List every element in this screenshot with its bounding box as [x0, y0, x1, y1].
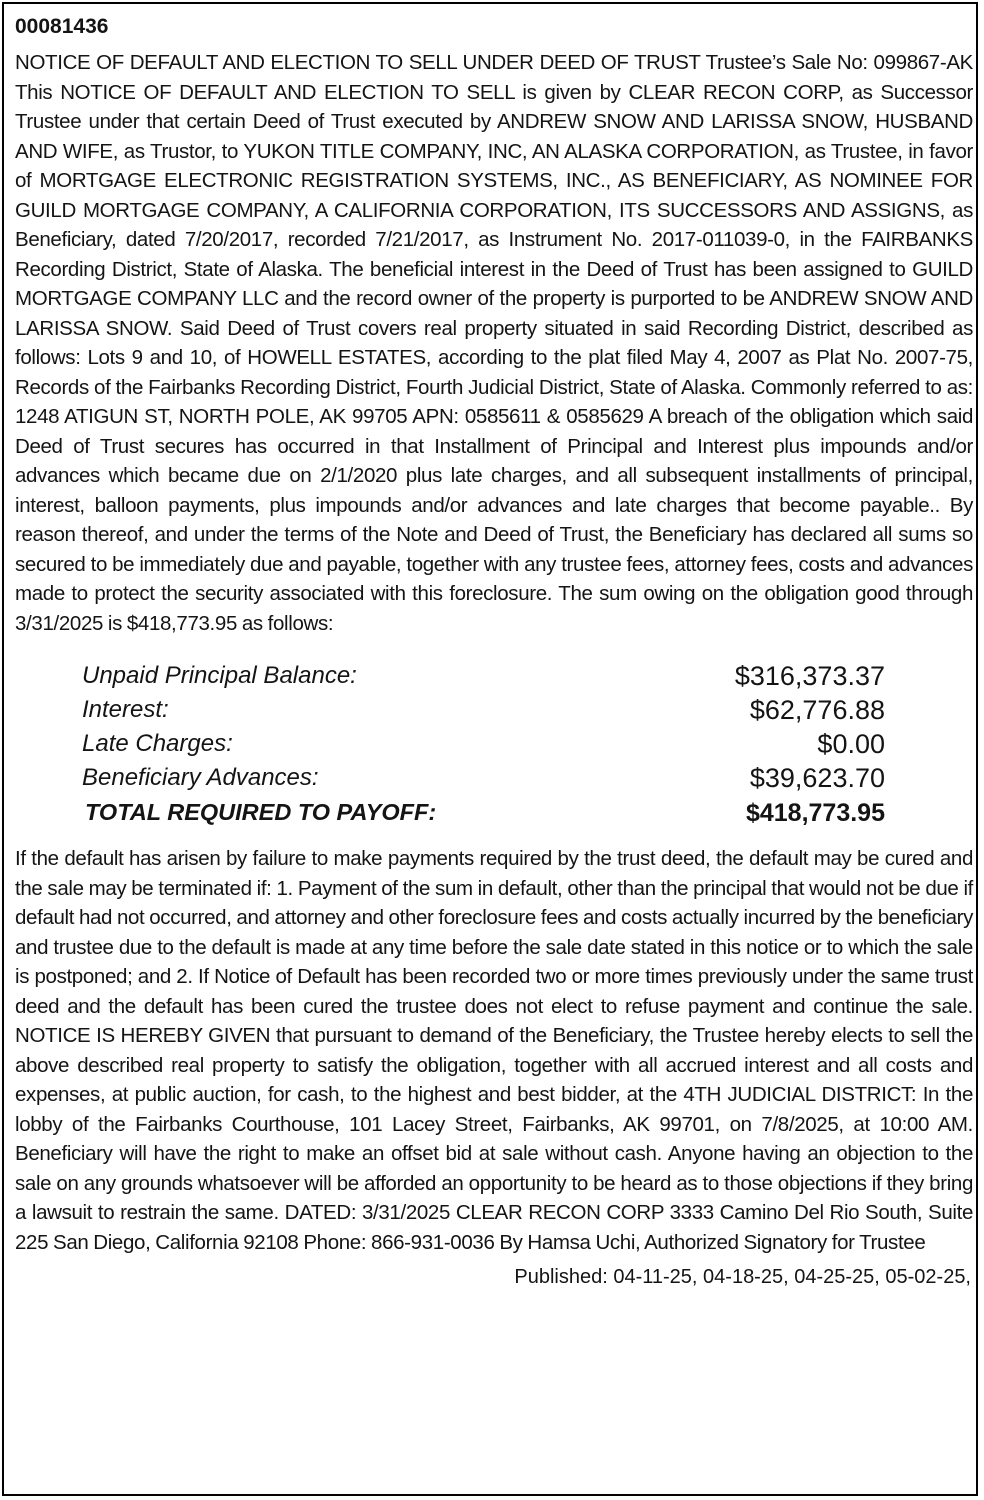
amount-label: Unpaid Principal Balance:: [82, 662, 357, 689]
amount-value: $39,623.70: [749, 763, 885, 793]
amount-value: $0.00: [817, 729, 885, 759]
notice-content: [15, 12, 973, 1291]
total-value: $418,773.95: [745, 799, 885, 827]
notice-border: [2, 2, 978, 1496]
notice-paragraph-1: NOTICE OF DEFAULT AND ELECTION TO SELL UNDER DEED OF TRUST Trustee’s Sale No: 099867-AK This NOTICE OF DEFAULT AND ELECTION TO SELL is given by CLEAR RECON CORP, as Successor Trustee under that certain Deed of Trust executed by ANDREW SNOW AND LARISSA SNOW, HUSBAND AND WIFE, as Trustor, to YUKON TITLE COMPANY, INC, AN ALASKA CORPORATION, as Trustee, in favor of MORTGAGE ELECTRONIC REGISTRATION SYSTEMS, INC., AS BENEFICIARY, AS NOMINEE FOR GUILD MORTGAGE COMPANY, A CALIFORNIA CORPORATION, ITS SUCCESSORS AND ASSIGNS, as Beneficiary, dated 7/20/2017, recorded 7/21/2017, as Instrument No. 2017-011039-0, in the FAIRBANKS Recording District, State of Alaska. The beneficial interest in the Deed of Trust has been assigned to GUILD MORTGAGE COMPANY LLC and the record owner of the property is purported to be ANDREW SNOW AND LARISSA SNOW. Said Deed of Trust covers real property situated in said Recording District, described as follows: Lots 9 and 10, of HOWELL ESTATES, according to the plat filed May 4, 2007 as Plat No. 2007-75, Records of the Fairbanks Recording District, Fourth Judicial District, State of Alaska. Commonly referred to as: 1248 ATIGUN ST, NORTH POLE, AK 99705 APN: 0585611 & 0585629 A breach of the obligation which said Deed of Trust secures has occurred in that Installment of Principal and Interest plus impounds and/or advances which became due on 2/1/2020 plus late charges, and all subsequent installments of principal, interest, balloon payments, plus impounds and/or advances and late charges that become payable.. By reason thereof, and under the terms of the Note and Deed of Trust, the Beneficiary has declared all sums so secured to be immediately due and payable, together with any trustee fees, attorney fees, costs and advances made to protect the security associated with this foreclosure. The sum owing on the obligation good through 3/31/2025 is $418,773.95 as follows:: [15, 51, 973, 635]
notice-paragraph-2: If the default has arisen by failure to make payments required by the trust deed, the default may be cured and the sale may be terminated if: 1. Payment of the sum in default, other than the principal that would not be due if default had not occurred, and attorney and other foreclosure fees and costs actually incurred by the beneficiary and trustee due to the default is made at any time before the sale date stated in this notice or to which the sale is postponed; and 2. If Notice of Default has been recorded two or more times previously under the same trust deed and the default has been cured the trustee does not elect to refuse payment and continue the sale. NOTICE IS HEREBY GIVEN that pursuant to demand of the Beneficiary, the Trustee hereby elects to sell the above described real property to satisfy the obligation, together with all accrued interest and all costs and expenses, at public auction, for cash, to the highest and best bidder, at the 4TH JUDICIAL DISTRICT: In the lobby of the Fairbanks Courthouse, 101 Lacey Street, Fairbanks, AK 99701, on 7/8/2025, at 10:00 AM. Beneficiary will have the right to make an offset bid at sale without cash. Anyone having an objection to the sale on any grounds whatsoever will be afforded an opportunity to be heard as to those objections if they bring a lawsuit to restrain the same. DATED: 3/31/2025 CLEAR RECON CORP 3333 Camino Del Rio South, Suite 225 San Diego, California 92108 Phone: 866-931-0036 By Hamsa Uchi, Authorized Signatory for Trustee: [15, 847, 973, 1254]
published-dates: Published: 04-11-25, 04-18-25, 04-25-25, 05-02-25,: [514, 1266, 971, 1288]
notice-id: 00081436: [15, 15, 109, 38]
amount-label: Interest:: [82, 696, 169, 723]
amount-row-late-charges: [82, 726, 885, 760]
amount-label: Late Charges:: [82, 730, 233, 757]
total-label: TOTAL REQUIRED TO PAYOFF:: [85, 799, 437, 825]
amount-row-principal: [82, 658, 885, 692]
amount-row-total: [82, 794, 885, 828]
amount-row-advances: [82, 760, 885, 794]
amount-value: $62,776.88: [749, 695, 885, 725]
amount-label: Beneficiary Advances:: [82, 764, 319, 791]
amount-row-interest: [82, 692, 885, 726]
amounts-table: [15, 658, 973, 828]
amount-value: $316,373.37: [734, 661, 885, 691]
